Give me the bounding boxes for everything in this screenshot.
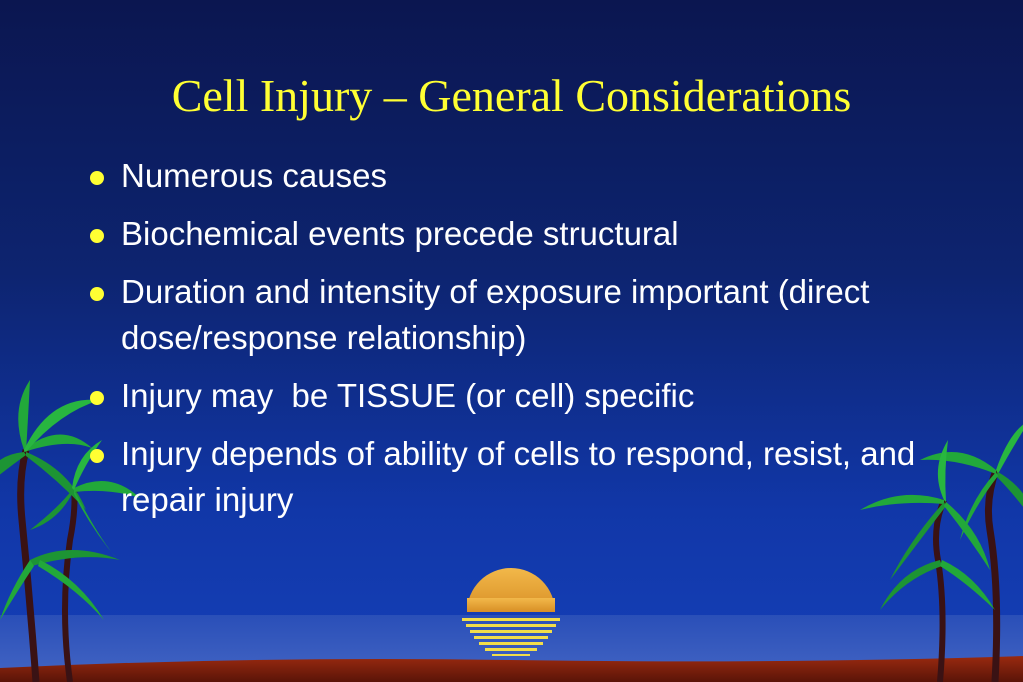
bullet-text: Injury may be TISSUE (or cell) specific [121, 377, 695, 414]
list-item [86, 431, 946, 523]
bullet-icon [90, 391, 104, 405]
bullet-text: Injury depends of ability of cells to respond, resist, and repair injury [121, 435, 916, 518]
bullet-icon [90, 449, 104, 463]
list-item [86, 269, 946, 361]
bullet-list [86, 153, 946, 535]
bullet-text: Biochemical events precede structural [121, 215, 679, 252]
list-item [86, 373, 946, 419]
list-item [86, 211, 946, 257]
bullet-text: Numerous causes [121, 157, 387, 194]
list-item [86, 153, 946, 199]
bullet-icon [90, 171, 104, 185]
slide-title: Cell Injury – General Considerations [171, 70, 852, 121]
bullet-text: Duration and intensity of exposure important (direct dose/response relationship) [121, 273, 870, 356]
bullet-icon [90, 287, 104, 301]
bullet-icon [90, 229, 104, 243]
